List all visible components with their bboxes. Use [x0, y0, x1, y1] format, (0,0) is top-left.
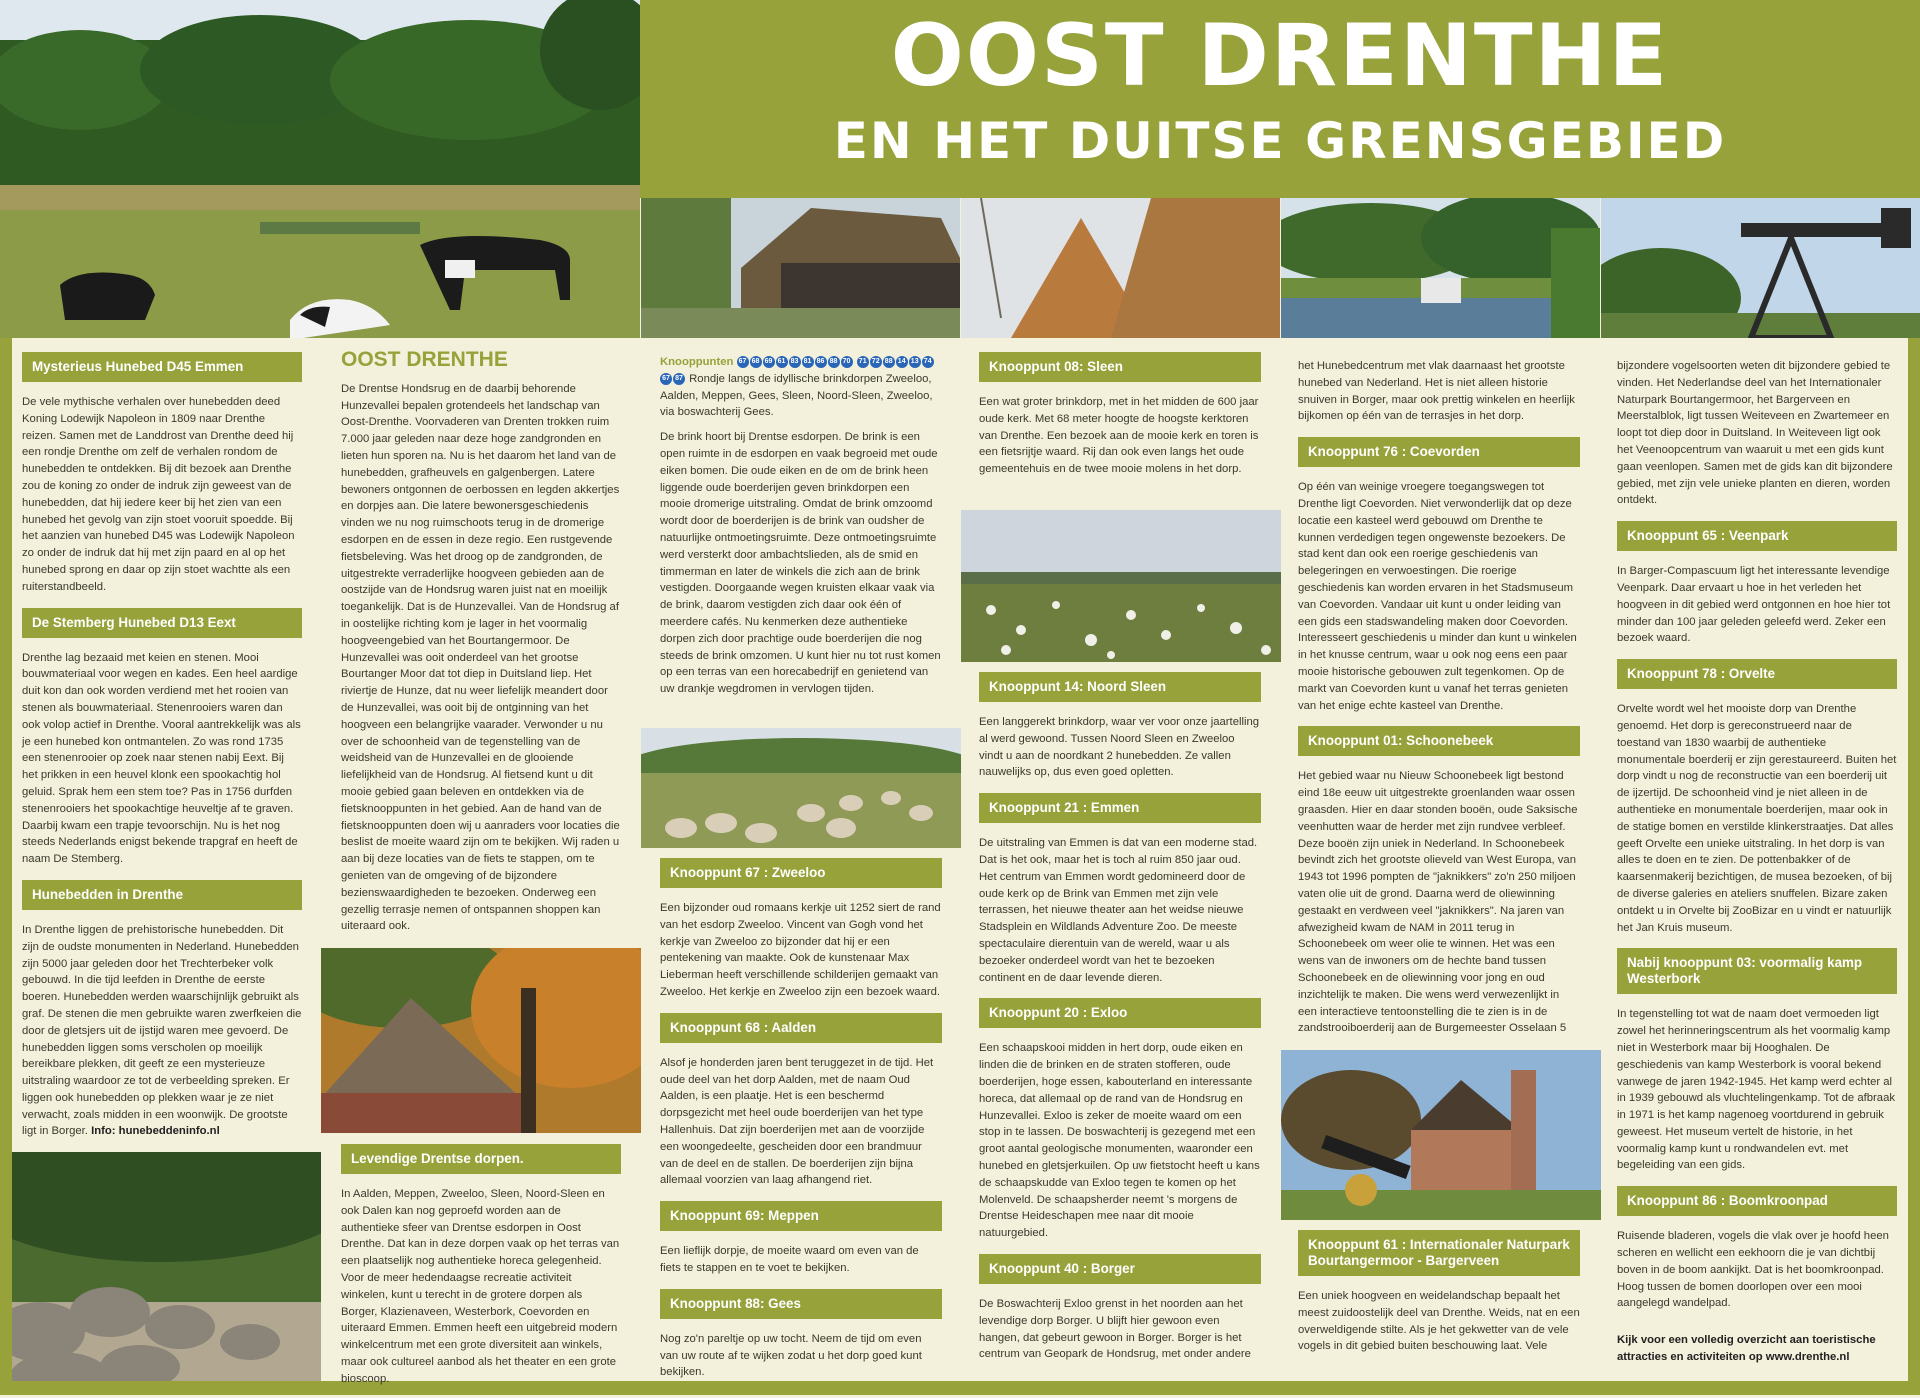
photo-sheep-flock: [641, 728, 961, 848]
column-5-bottom: [1298, 1220, 1580, 1365]
section-text: De vele mythische verhalen over hunebedden deed Koning Lodewijk Napoleon in 1809 naar Drenthe reizen. Samen met de Landdrost van Drenthe deed hij een rondje Drenthe om zelf de verhalen rondom de hunebedden te ontdekken. Bij dit bezoek aan Drenthe zou de koning zo onder de indruk zijn geweest van de hunebedden, dat hij iedere keer bij het zien van een hunebed het gevolg van zijn stoet vooruit spoedde. Bij het aanzien van hunebed D45 was Lodewijk Napoleon zo onder de indruk dat hij met zijn paard en al op het hunebed sprong en daar op zijn stoet wachtte als een ruiterstandbeeld.: [22, 396, 295, 593]
section-heading: Knooppunt 20 : Exloo: [979, 998, 1261, 1028]
section-text: Ruisende bladeren, vogels die vlak over je hoofd heen scheren en wellicht een eekhoorn die je van dichtbij boven in de boom aankijkt. Dat is het boomkroonpad. Hoog tussen de bomen doorlopen over een mooi aangelegd wandelpad.: [1617, 1230, 1889, 1310]
section-heading: Knooppunt 86 : Boomkroonpad: [1617, 1186, 1897, 1216]
section-text: Het gebied waar nu Nieuw Schoonebeek ligt bestond eind 18e eeuw uit uitgestrekte groenlanden waar ossen graasden. Hier en daar stonden booën, oude Saksische veenhutten waar de herder met zijn rundvee verbleef. Deze booën zijn uniek in Nederland. In Schoonebeek bevindt zich het grootste olieveld van West Europa, van 1943 tot 1996 pompten de "jaknikkers" zo'n 250 miljoen vaten olie uit de grond. Daarna werd de oliewinning gestaakt en verdween veel "jaknikkers". Na jaren van afwezigheid kwam de NAM in 2011 terug in Schoonebeek om weer olie te winnen. Het was een wens van de inwoners om de hechte band tussen Schoonebeek en de oliewinning voor jong en oud inzichtelijk te maken. Die wens werd verwezenlijkt in een interactieve tentoonstelling die te zien is in de zandstrooiboerderij aan de Burgemeester Osselaan 5: [1298, 770, 1578, 1035]
knooppunt-badge: 72: [870, 356, 882, 368]
photo-cotton-grass: [961, 510, 1281, 662]
route-description: Rondje langs de idyllische brinkdorpen Zweeloo, Aalden, Meppen, Gees, Sleen, Noord-Sleen, Zweeloo, via boswachterij Gees.: [660, 372, 933, 419]
info-link[interactable]: Info: hunebeddeninfo.nl: [91, 1125, 220, 1138]
column-5: [1298, 358, 1580, 1047]
section-text: Een uniek hoogveen en weidelandschap bepaalt het meest zuidoostelijk deel van Drenthe. Weids, nat en een overweldigende stilte. Als je het gekwetter van de vele vogels in dit gebied buiten beschouwing laat. Vele: [1298, 1290, 1580, 1353]
section-text: Een schaapskooi midden in hert dorp, oude eiken en linden die de brinken en de straten stofferen, oude boerderijen, hoge essen, kabouterland en interessante horeca, dat allemaal op de rand van de Hondsrug en Hunzevallei. Exloo is zeker de moeite waard om een stop in te lassen. De boswachterij is gezegend met een groot aantal geologische monumenten, waaronder een hunebed en gletsjerkuilen. Op uw fietstocht heeft u kans de schaapskudde van Exloo tegen te komen op het Molenveld. De schaapsherder neemt 's morgens de Drentse Heideschapen mee naar dit mooie natuurgebied.: [979, 1042, 1260, 1240]
section-text: De brink hoort bij Drentse esdorpen. De brink is een open ruimte in de esdorpen en vaak begroeid met oude eiken bomen. Die oude eiken en de om de brink heen liggende oude boerderijen geven brinkdorpen een mooie dromerige uitstraling. Omdat de brink omzoomd wordt door de boerderijen is de brink van oudsher de natuurlijke ontmoetingsruimte. Deze ontmoetingsruimte werd versterkt door ambachtslieden, als de smid en timmerman en later de winkels die zich aan de brink vestigden. Doorgaande wegen kruisten elkaar vaak via de brink, daarom vestigden zich daar ook één of meerdere cafés. Nu kenmerken deze authentieke dorpen zich door prachtige oude boerderijen die nog steeds de brink omzomen. U kunt hier nu tot rust komen op een terras van een horecabedrijf en genietend van uw drankje wegdromen in vervlogen tijden.: [660, 431, 941, 696]
knooppunt-badge: 88: [828, 356, 840, 368]
page-subtitle: EN HET DUITSE GRENSGEBIED: [833, 112, 1727, 170]
section-heading: Nabij knooppunt 03: voormalig kamp Westerbork: [1617, 948, 1897, 994]
knooppunten-label: Knooppunten: [660, 356, 734, 368]
section-heading: Knooppunt 61 : Internationaler Naturpark Bourtangermoor - Bargerveen: [1298, 1230, 1580, 1276]
section-text: De Boswachterij Exloo grenst in het noorden aan het levendige dorp Borger. U blijft hier gewoon even hangen, dat gebeurt gewoon in Borger. Borger is het centrum van Geopark de Hondsrug, met onder andere: [979, 1297, 1251, 1361]
section-text: In tegenstelling tot wat de naam doet vermoeden ligt zowel het herinneringscentrum als het voormalig kamp niet in Westerbork maar bij Hooghalen. De geschiedenis van kamp Westerbork is vooral bekend vanwege de jaren 1942-1945. Het kamp werd echter al in 1939 gebouwd als vluchtelingenkamp. Tot de afbraak in 1971 is het kamp nagenoeg voortdurend in gebruik geweest. Het museum vertelt de historie, in het voormalig kamp kunt u rondwandelen evt. met begeleiding van een gids.: [1617, 1008, 1896, 1172]
column-2-bottom: [341, 1134, 621, 1398]
section-text: In Aalden, Meppen, Zweeloo, Sleen, Noord-Sleen en ook Dalen kan nog geproefd worden aan de authentieke sfeer van Drentse esdorpen in Oost Drenthe. Dat kan in deze dorpen vaak op het terras van een plaatselijk nog authentieke horeca gelegenheid. Voor de meer hedendaagse recreatie activiteit winkelen, kunt u terecht in de grotere dorpen als Borger, Klazienaveen, Westerbork, Coevorden en uiteraard Emmen. Emmen heeft een uitgebreid modern winkelcentrum met een grote diversiteit aan winkels, maar ook cultureel aanbod als het theater en een grote bioscoop.: [341, 1188, 620, 1385]
bottom-border: [0, 1381, 1920, 1395]
knooppunt-badge: 87: [673, 373, 685, 385]
section-heading: Knooppunt 08: Sleen: [979, 352, 1261, 382]
section-heading: Hunebedden in Drenthe: [22, 880, 302, 910]
section-heading: Knooppunt 68 : Aalden: [660, 1013, 942, 1043]
section-heading: Knooppunt 65 : Veenpark: [1617, 521, 1897, 551]
section-text: Een langgerekt brinkdorp, waar ver voor onze jaartelling al werd gewoond. Tussen Noord Sleen en Zweeloo vindt u aan de noordkant 2 hunebedden. Ze vallen nauwelijks op, dus even goed opletten.: [979, 716, 1260, 779]
knooppunt-badge: 74: [922, 356, 934, 368]
section-heading: Mysterieus Hunebed D45 Emmen: [22, 352, 302, 382]
knooppunt-badge: 69: [763, 356, 775, 368]
section-heading: Knooppunt 88: Gees: [660, 1289, 942, 1319]
photo-autumn-farmhouse: [321, 948, 641, 1133]
column-4-bottom: [979, 662, 1261, 1373]
knooppunten-route: [660, 354, 942, 421]
section-text: In Barger-Compascuum ligt het interessante levendige Veenpark. Daar ervaart u hoe in het verleden het hoogveen in dit gebied werd ontgonnen en hoe hier tot minder dan 100 jaar geleden geleefd werd. Zeker een bezoek waard.: [1617, 565, 1891, 645]
section-heading: Knooppunt 67 : Zweeloo: [660, 858, 942, 888]
knooppunt-badge: 68: [750, 356, 762, 368]
footer-note: Kijk voor een volledig overzicht aan toeristische attracties en activiteiten op www.drenthe.nl: [1617, 1334, 1876, 1364]
header-banner: [640, 0, 1920, 198]
column-1: [22, 342, 302, 1140]
section-text: De uitstraling van Emmen is dat van een moderne stad. Dat is het ook, maar het is toch al ruim 850 jaar oud. Het centrum van Emmen wordt gedomineerd door de oude kerk op de Brink van Emmen met zijn vele terrassen, het nieuwe theater aan het weidse nieuwe Stadsplein en Wildlands Adventure Zoo. De meeste spectaculaire dierentuin van de wereld, waar u als bezoeker onderdeel wordt van het te bezoeken continent en de daar levende dieren.: [979, 837, 1258, 984]
knooppunt-badge: 86: [815, 356, 827, 368]
intro-text: De Drentse Hondsrug en de daarbij behorende Hunzevallei bepalen grotendeels het landschap van Oost-Drenthe. Voorvaderen van Drenten trokken ruim 7.000 jaar geleden naar deze hoge zandgronden en lieten hun sporen na. Nu is het daarom het land van de hunebedden, grafheuvels en galgenbergen. Latere bewoners ontgonnen de oerbossen en legden akkertjes en dorpjes aan. Die latere bewonersgeschiedenis vinden we nu nog ruimschoots terug in de dromerige esdorpen en de essen in deze regio. Een rustgevende fietsbeleving. Was het droog op de zandgronden, de uitgestrekte verraderlijke hoogveen gebieden aan de oostzijde van de Hondsrug waren juist nat en moeilijk toegankelijk. Dat is de Hunzevallei. Van de Hondsrug af in oostelijke richting kom je lager in het voormalig hoogveengebied van het Bourtangermoor. De Hunzevallei was ooit onderdeel van het grootse Bourtanger Moor dat tot diep in Duitsland liep. Het riviertje de Hunze, dat nu weer liefelijk meandert door de Hunzevallei, was ooit bij de ontginning van het hoogveen een belangrijke vaarader. Verwonder u nu over de schoonheid van de tegenstelling van de weidsheid van de Hunzevallei en de glooiende liefelijkheid van de Hondsrug. Al fietsend kunt u dit mooie gebied gaan beleven en ontdekken via de fietsknooppunten in het gebied. Aan de hand van de fietsknooppunten doen wij u aanraders voor locaties die beslist de moeite waard zijn om te bekijken. Wij raden u aan bij deze locaties van de fiets te stappen, om te genieten van de omgeving of de bijzondere bezienswaardigheden te bezoeken. Onderweg een gezellig terrasje nemen of ontspannen shoppen kan uiteraard ook.: [341, 382, 620, 933]
section-heading: Levendige Drentse dorpen.: [341, 1144, 621, 1174]
page-title: OOST DRENTHE: [890, 6, 1670, 106]
knooppunt-badge: 13: [909, 356, 921, 368]
column-3-bottom: [660, 848, 942, 1391]
knooppunt-badge: 67: [660, 373, 672, 385]
photo-canal-boat: [1281, 198, 1600, 338]
photo-hunebed-boulders: [0, 1152, 321, 1395]
intro-title: OOST DRENTHE: [341, 348, 508, 371]
photo-meadow-cows: [0, 0, 640, 338]
column-3: [660, 354, 942, 708]
section-heading: Knooppunt 69: Meppen: [660, 1201, 942, 1231]
section-text: Alsof je honderden jaren bent teruggezet in de tijd. Het oude deel van het dorp Aalden, met de naam Oud Aalden, is een plaatje. Het is een beschermd dorpsgezicht met heel oude boerderijen van het type Hallenhuis. Dat zijn boerderijen met aan de voorzijde een woongedeelte, gescheiden door een brandmuur van de deel en de stallen. De boerderijen zijn bijna allemaal voorzien van laag afhangend riet.: [660, 1056, 934, 1187]
section-text: Op één van weinige vroegere toegangswegen tot Drenthe ligt Coevorden. Niet verwonderlijk dat op deze locatie een kasteel werd gebouwd om Drenthe te kunnen verdedigen tegen ongewenste bezoekers. De stad kent dan ook een roerige geschiedenis van belegeringen en verwoestingen. Die roerige geschiedenis kan worden ervaren in het Stadsmuseum van Coevorden. Vandaar uit kunt u onder leiding van een gids een stadswandeling maken door Coevorden. Interesseert geschiedenis u minder dan kunt u winkelen in het knusse centrum, waar u ook nog eens een paar mooie historische gebouwen zult tegenkomen. Op de markt van Coevorden kunt u vanaf het terras genieten van het enige echte kasteel van Drenthe.: [1298, 481, 1577, 712]
section-heading: Knooppunt 21 : Emmen: [979, 793, 1261, 823]
column-4: [979, 342, 1261, 488]
section-text: bijzondere vogelsoorten weten dit bijzondere gebied te vinden. Het Nederlandse deel van het Internationaler Naturpark Bourtangermoor, het Bargerveen en Meerstalblok, ligt tussen Weiteveen en Zwartemeer en loopt tot diep door in Duitsland. In Weiteveen ligt ook het Veenoopcentrum van waaruit u met een gids kunt gaan veenlopen. Samen met de gids kan dit bijzondere gebied, met zijn vele unieke planten en dieren, worden ontdekt.: [1617, 360, 1893, 507]
knooppunt-badge: 71: [857, 356, 869, 368]
section-text: Orvelte wordt wel het mooiste dorp van Drenthe genoemd. Het dorp is gereconstrueerd naar de toestand van 1830 waarbij de authentieke monumentale boerderij er zijn gerestaureerd. Buiten het dorp vindt u nog de reconstructie van een boerderij uit de ijzertijd. De schoonheid vind je niet alleen in de authentieke en monumentale boerderijen, maar ook in de statige bomen en verstilde klinkerstraatjes. Dat alles geeft Orvelte een unieke uitstraling. In het dorp is van alles te doen en te zien. De pottenbakker of de kaarsenmakerij bezichtigen, de musea bezoeken, of bij de diverse galeries en ateliers snuffelen. Bizare zaken ontdekt u in Orvelte bij ZooBizar en u vindt er natuurlijk het Jan Kruis museum.: [1617, 703, 1897, 934]
section-heading: Knooppunt 14: Noord Sleen: [979, 672, 1261, 702]
section-text: Drenthe lag bezaaid met keien en stenen. Mooi bouwmateriaal voor wegen en kades. Een heel aardige duit kon dan ook worden verdiend met het rooien van stenen als bouwmateriaal. Stenenrooiers waren dan ook volop actief in Drenthe. Vooral aantrekkelijk was als je een hunebed kon ontmantelen. Zo was rond 1735 een stenenrooier op zoek naar stenen nabij Eext. Bij het prikken in een heuvel klonk een spookachtig hol geluid. Sprak hem een stem toe? Pas in 1756 durfden stenenrooiers het spookachtige heuveltje af te graven. Daarbij kwam een trapje tevoorschijn. Nu is het nog steeds Nederlands enigst bekende trapgraf en heeft de naam De Stemberg.: [22, 651, 301, 866]
photo-farmhouses: [641, 198, 960, 338]
knooppunt-badge: 88: [883, 356, 895, 368]
section-heading: De Stemberg Hunebed D13 Eext: [22, 608, 302, 638]
knooppunt-badge: 81: [802, 356, 814, 368]
knooppunt-badge: 70: [841, 356, 853, 368]
right-border: [1908, 338, 1920, 1384]
column-6: [1617, 358, 1897, 1376]
knooppunt-badge: 61: [776, 356, 788, 368]
section-text: In Drenthe liggen de prehistorische hunebedden. Dit zijn de oudste monumenten in Nederland. Hunebedden zijn 5000 jaar geleden door het Trechterbeker volk gebouwd. In die tijd leefden in Drenthe de eerste boeren. Hunebedden werden waarschijnlijk gebruikt als graf. De stenen die men gebruikte waren zwerfkeien die door de gletsjers uit de ijstijd waren mee gevoerd. De hunebedden liggen soms verscholen op moeilijk bereikbare plekken, dit geeft ze een mysterieuze uitstraling waardoor ze tot de verbeelding spreken. Er liggen ook hunebedden op plekken waar je ze niet verwacht, zoals midden in een woonwijk. De grootste ligt in Borger. Info: hunebeddeninfo.nl: [22, 923, 302, 1138]
photo-oil-pump: [1601, 198, 1920, 338]
section-heading: Knooppunt 01: Schoonebeek: [1298, 726, 1580, 756]
knooppunt-badge: 83: [789, 356, 801, 368]
section-text: Nog zo'n pareltje op uw tocht. Neem de tijd om even van uw route af te wijken zodat u het dorp goed kunt bekijken.: [660, 1332, 922, 1379]
route-row-1: [737, 356, 854, 368]
photo-reed-barn: [961, 198, 1280, 338]
section-text: Een bijzonder oud romaans kerkje uit 1252 siert de rand van het esdorp Zweeloo. Vincent van Gogh vond het kerkje van Zweeloo zo bijzonder dat hij er een pentekening van maakte. Ook de kunstenaar Max Lieberman heeft verschillende schilderijen gemaakt van Zweeloo. Het kerkje en Zweeloo zijn een bezoek waard.: [660, 902, 941, 998]
left-border: [0, 338, 12, 1384]
section-text: Een wat groter brinkdorp, met in het midden de 600 jaar oude kerk. Met 68 meter hoogte de hoogste kerktoren van Drenthe. Een bezoek aan de mooie kerk en toren is een fietsrijtje waard. Rij dan ook even langs het oude gemeentehuis en de twee mooie molens in het dorp.: [979, 396, 1259, 476]
section-heading: Knooppunt 78 : Orvelte: [1617, 659, 1897, 689]
section-text: Een lieflijk dorpje, de moeite waard om even van de fiets te stappen en te voet te bekijken.: [660, 1245, 919, 1274]
section-heading: Knooppunt 40 : Borger: [979, 1254, 1261, 1284]
column-2: [341, 342, 621, 945]
knooppunt-badge: 14: [896, 356, 908, 368]
photo-castle-cannon: [1281, 1050, 1601, 1220]
knooppunt-badge: 67: [737, 356, 749, 368]
section-heading: Knooppunt 76 : Coevorden: [1298, 437, 1580, 467]
section-text: het Hunebedcentrum met vlak daarnaast het grootste hunebed van Nederland. Het is niet alleen historie snuiven in Borger, maar ook prettig winkelen en heerlijk bijkomen op één van de terrasjes in het dorp.: [1298, 360, 1575, 423]
